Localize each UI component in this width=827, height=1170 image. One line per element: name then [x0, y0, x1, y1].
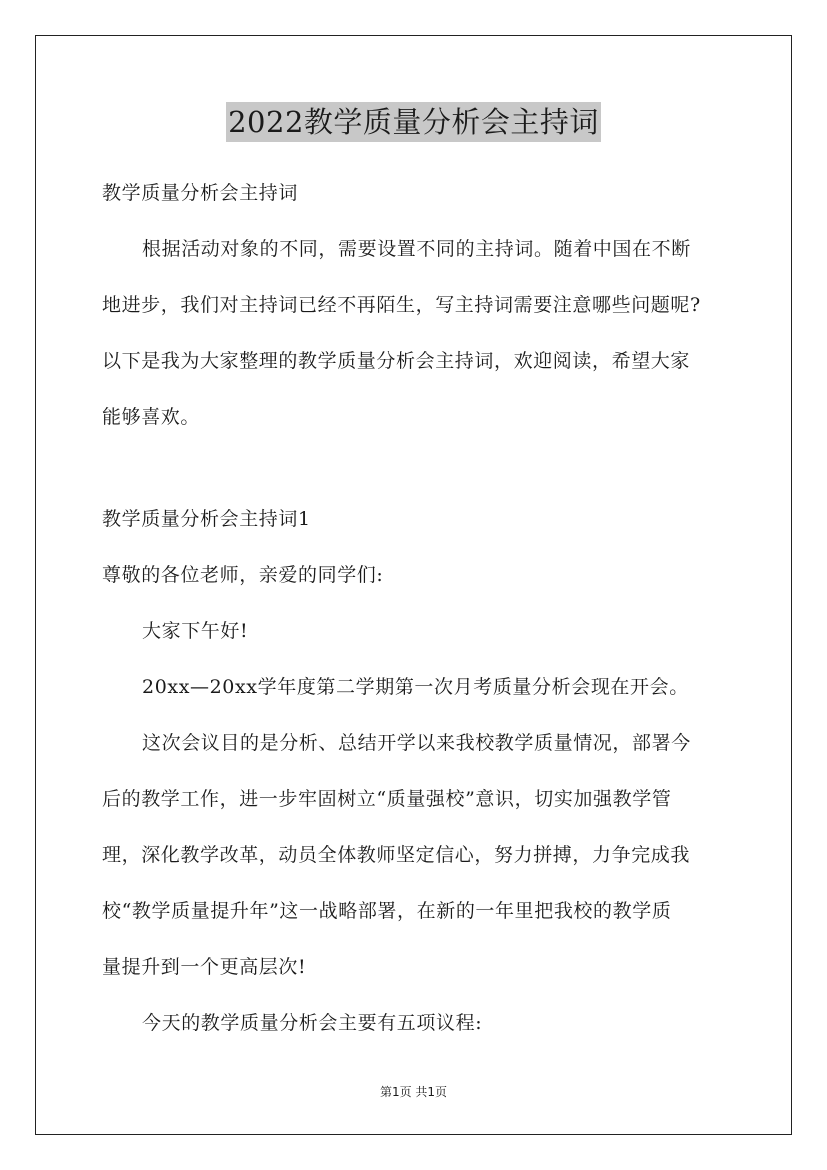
title-container	[0, 102, 827, 142]
meeting-line: 20xx—20xx学年度第二学期第一次月考质量分析会现在开会。	[142, 676, 689, 698]
intro-line-4: 能够喜欢。	[102, 406, 201, 428]
purpose-line-1: 这次会议目的是分析、总结开学以来我校教学质量情况，部署今	[142, 732, 691, 754]
agenda-intro: 今天的教学质量分析会主要有五项议程:	[142, 1012, 483, 1034]
intro-line-1: 根据活动对象的不同，需要设置不同的主持词。随着中国在不断	[142, 238, 691, 260]
document-title: 2022教学质量分析会主持词	[226, 102, 601, 142]
intro-line-3: 以下是我为大家整理的教学质量分析会主持词，欢迎阅读，希望大家	[102, 350, 691, 372]
greeting: 大家下午好!	[142, 620, 249, 642]
section-heading: 教学质量分析会主持词1	[102, 508, 311, 530]
document-body	[102, 165, 742, 445]
subtitle: 教学质量分析会主持词	[102, 182, 299, 204]
purpose-line-3: 理，深化教学改革，动员全体教师坚定信心，努力拼搏，力争完成我	[102, 844, 691, 866]
intro-line-2: 地进步，我们对主持词已经不再陌生，写主持词需要注意哪些问题呢?	[102, 294, 701, 316]
purpose-line-2: 后的教学工作，进一步牢固树立“质量强校”意识，切实加强教学管	[102, 788, 672, 810]
salutation: 尊敬的各位老师，亲爱的同学们:	[102, 564, 384, 586]
purpose-line-4: 校“教学质量提升年”这一战略部署，在新的一年里把我校的教学质	[102, 900, 672, 922]
page-footer: 第1页 共1页	[379, 1085, 448, 1099]
purpose-line-5: 量提升到一个更高层次!	[102, 956, 307, 978]
section-body	[102, 491, 742, 1051]
